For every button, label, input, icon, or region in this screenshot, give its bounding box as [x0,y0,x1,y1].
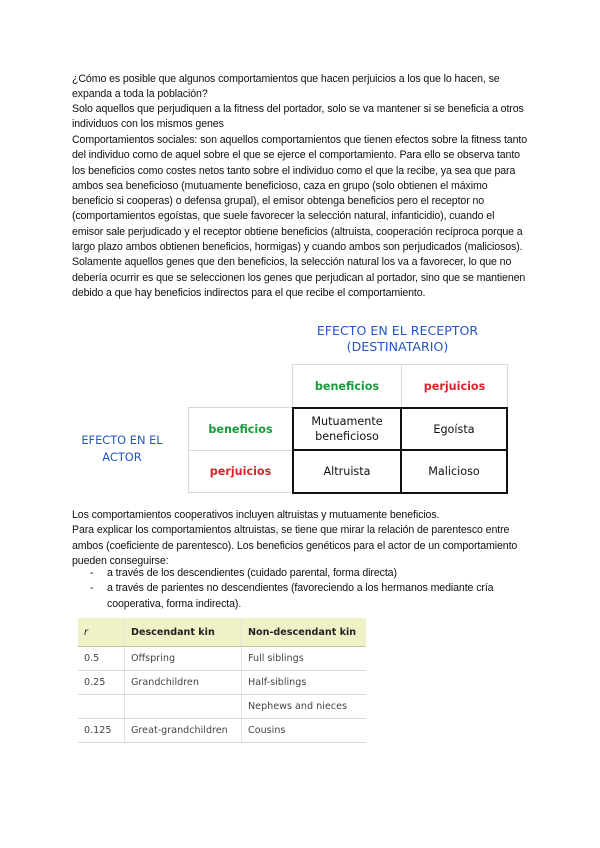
cell-descendant: Offspring [125,647,242,671]
table-header-row [78,618,366,647]
list-item: - a través de parientes no descendientes (favoreciendo a los hermanos mediante cría cooperativa, forma indirecta). [88,581,528,612]
receptor-title-line1: EFECTO EN EL RECEPTOR [316,323,479,338]
cooperation-paragraph [72,508,528,569]
cell-descendant: Great-grandchildren [125,719,242,743]
cell-non-descendant: Half-siblings [242,671,367,695]
cell-mutually-beneficial-line2: beneficioso [315,430,379,443]
cell-r [78,695,125,719]
header-r: r [78,618,125,647]
matrix-gridline [507,364,508,408]
row-header-benefits: beneficios [208,422,273,436]
intro-question: ¿Cómo es posible que algunos comportamientos que hacen perjuicios a los que lo hacen, se expanda a toda la población? [72,73,500,101]
cell-descendant: Grandchildren [125,671,242,695]
cooperation-line1: Los comportamientos cooperativos incluyen altruistas y mutuamente beneficios. [72,509,440,521]
table-row [78,647,366,671]
row-header-harms: perjuicios [209,465,272,478]
col-header-benefits: beneficios [314,379,380,393]
actor-label-line2: ACTOR [102,450,142,464]
table-row [78,719,366,743]
cell-r: 0.5 [78,647,125,671]
social-behaviour-paragraph: Comportamientos sociales: son aquellos comportamientos que tienen efectos sobre la fitness tanto del individuo como de aquel sobre el que se ejerce el comportamiento. Para ello se observa tanto los beneficios como costes netos tanto sobre el individuo como el que la recibe, ya sea que para ambos sea beneficioso (mutuamente beneficioso, caza en grupo (solo obtienen el máximo beneficio si cooperas) o defensa grupal), el emisor obtenga beneficios pero el receptor no (comportamientos egoístas, que suele favorecer la selección natural, infanticidio), cuando el emisor sale perjudicado y el receptor obtiene beneficios (altruista, cooperación recíproca porque a largo plazo ambos obtienen beneficios, hormigas) y cuando ambos son perjudicados (maliciosos). Solamente aquellos genes que den beneficios, la selección natural los va a favorecer, lo que no debería ocurrir es que se seleccionen los genes que perjudican al portador, sino que se mantienen debido a que hay beneficios indirectos para el que recibe el comportamiento. [72,134,528,299]
benefit-routes-list [88,566,528,612]
receptor-effect-title [290,323,505,355]
cell-descendant [125,695,242,719]
list-item: - a través de los descendientes (cuidado parental, forma directa) [88,566,528,581]
cell-non-descendant: Nephews and nieces [242,695,367,719]
cell-r: 0.125 [78,719,125,743]
cell-spiteful: Malicioso [428,465,480,478]
cell-mutually-beneficial-line1: Mutuamente [311,415,383,428]
cell-non-descendant: Cousins [242,719,367,743]
cooperation-line2: Para explicar los comportamientos altruistas, se tiene que mirar la relación de parentesco entre ambos (coeficiente de parentesco). Los beneficios genéticos para el actor de un comportamiento pueden conseguirse: [72,524,518,567]
header-non-descendant-kin: Non-descendant kin [242,618,367,647]
intro-answer: Solo aquellos que perjudiquen a la fitness del portador, solo se va mantener si se beneficia a otros individuos con los mismos genes [72,103,524,131]
matrix-gridline [188,492,292,493]
table-row [78,695,366,719]
kin-relatedness-table [78,618,366,743]
header-descendant-kin: Descendant kin [125,618,242,647]
cell-altruistic: Altruista [323,465,371,478]
receptor-title-line2: (DESTINATARIO) [346,339,449,354]
actor-effect-label [72,432,172,466]
actor-label-line1: EFECTO EN EL [81,433,163,447]
col-header-harms: perjuicios [423,379,486,393]
cell-non-descendant: Full siblings [242,647,367,671]
cell-r: 0.25 [78,671,125,695]
table-row [78,671,366,695]
cell-mutually-beneficial [294,409,400,449]
cell-selfish: Egoísta [433,422,475,436]
